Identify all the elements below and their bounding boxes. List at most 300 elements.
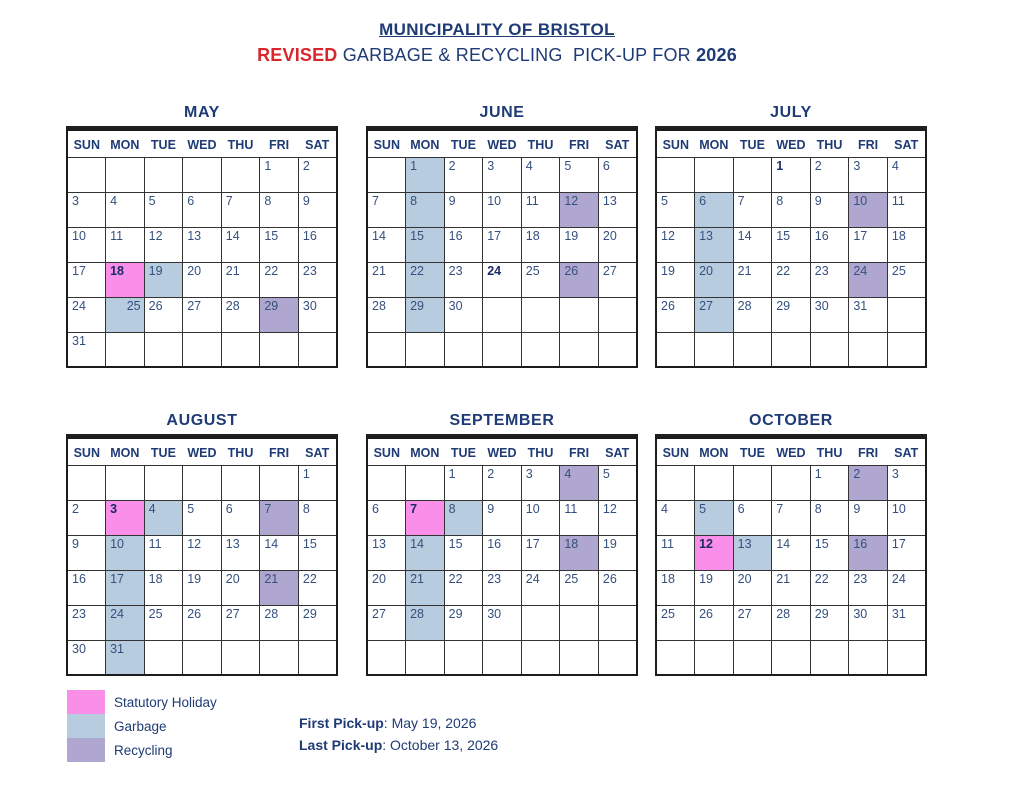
weekday-header-row [656, 130, 926, 157]
day-cell: 14 [260, 535, 299, 570]
day-cell: 1 [772, 157, 811, 192]
day-cell: 26 [183, 605, 222, 640]
weekday-header-tue: TUE [733, 438, 772, 465]
week-row [656, 297, 926, 332]
day-cell: 4 [521, 157, 560, 192]
garbage-day-cell: 27 [695, 297, 734, 332]
day-cell: 7 [367, 192, 406, 227]
day-cell: 10 [67, 227, 106, 262]
calendar-month-may [66, 104, 338, 368]
garbage-day-cell: 10 [106, 535, 145, 570]
day-cell: 3 [849, 157, 888, 192]
empty-day-cell [849, 640, 888, 675]
legend-label: Recycling [114, 742, 173, 758]
empty-day-cell [733, 640, 772, 675]
month-grid [66, 437, 338, 676]
empty-day-cell [183, 465, 222, 500]
day-cell: 2 [483, 465, 522, 500]
day-cell: 25 [560, 570, 599, 605]
legend-row-recycling [67, 738, 217, 762]
empty-day-cell [260, 332, 299, 367]
holiday-day-cell: 12 [695, 535, 734, 570]
day-cell: 22 [444, 570, 483, 605]
day-cell: 2 [67, 500, 106, 535]
week-row [656, 157, 926, 192]
recycling-day-cell: 26 [560, 262, 599, 297]
day-cell: 6 [598, 157, 637, 192]
empty-day-cell [221, 157, 260, 192]
empty-day-cell [144, 332, 183, 367]
day-cell: 28 [367, 297, 406, 332]
day-cell: 26 [144, 297, 183, 332]
weekday-header-row [67, 438, 337, 465]
empty-day-cell [598, 605, 637, 640]
empty-day-cell [772, 465, 811, 500]
week-row [67, 570, 337, 605]
empty-day-cell [221, 465, 260, 500]
calendar-month-september [366, 412, 638, 676]
day-cell: 6 [367, 500, 406, 535]
day-cell: 3 [67, 192, 106, 227]
weekday-header-sat: SAT [887, 438, 926, 465]
holiday-day-cell: 3 [106, 500, 145, 535]
day-cell: 9 [810, 192, 849, 227]
weekday-header-sat: SAT [598, 130, 637, 157]
day-cell: 20 [221, 570, 260, 605]
week-row [67, 535, 337, 570]
week-row [367, 640, 637, 675]
empty-day-cell [298, 332, 337, 367]
day-cell: 27 [598, 262, 637, 297]
day-cell: 8 [772, 192, 811, 227]
day-cell: 19 [695, 570, 734, 605]
garbage-swatch [67, 714, 105, 738]
month-title: JULY [770, 104, 812, 121]
weekday-header-sat: SAT [298, 438, 337, 465]
week-row [656, 192, 926, 227]
document-header [0, 20, 994, 66]
holiday-day-cell: 7 [406, 500, 445, 535]
recycling-day-cell: 21 [260, 570, 299, 605]
day-cell: 22 [772, 262, 811, 297]
day-cell: 11 [521, 192, 560, 227]
weekday-header-thu: THU [810, 438, 849, 465]
day-cell: 11 [144, 535, 183, 570]
empty-day-cell [483, 297, 522, 332]
weekday-header-row [367, 130, 637, 157]
calendar-month-june [366, 104, 638, 368]
garbage-day-cell: 21 [406, 570, 445, 605]
empty-day-cell [367, 157, 406, 192]
garbage-day-cell: 28 [406, 605, 445, 640]
weekday-header-tue: TUE [444, 438, 483, 465]
first-pickup-date: : May 19, 2026 [383, 715, 477, 731]
weekday-header-row [367, 438, 637, 465]
weekday-header-mon: MON [695, 130, 734, 157]
week-row [67, 332, 337, 367]
weekday-header-sat: SAT [887, 130, 926, 157]
week-row [367, 227, 637, 262]
empty-day-cell [887, 332, 926, 367]
day-cell: 11 [656, 535, 695, 570]
garbage-day-cell: 19 [144, 262, 183, 297]
day-cell: 31 [887, 605, 926, 640]
recycling-day-cell: 29 [260, 297, 299, 332]
day-cell: 15 [772, 227, 811, 262]
day-cell: 24 [521, 570, 560, 605]
week-row [656, 605, 926, 640]
garbage-day-cell: 24 [106, 605, 145, 640]
day-cell: 17 [67, 262, 106, 297]
weekday-header-fri: FRI [849, 130, 888, 157]
empty-day-cell [695, 465, 734, 500]
week-row [67, 157, 337, 192]
weekday-header-fri: FRI [260, 438, 299, 465]
garbage-day-cell: 25 [106, 297, 145, 332]
garbage-day-cell: 4 [144, 500, 183, 535]
day-cell: 20 [183, 262, 222, 297]
day-cell: 24 [67, 297, 106, 332]
day-cell: 2 [810, 157, 849, 192]
day-cell: 9 [298, 192, 337, 227]
day-cell: 27 [733, 605, 772, 640]
empty-day-cell [144, 157, 183, 192]
day-cell: 28 [260, 605, 299, 640]
weekday-header-sun: SUN [67, 130, 106, 157]
week-row [367, 535, 637, 570]
week-row [367, 500, 637, 535]
day-cell: 30 [810, 297, 849, 332]
day-cell: 5 [560, 157, 599, 192]
empty-day-cell [367, 640, 406, 675]
day-cell: 14 [221, 227, 260, 262]
day-cell: 13 [183, 227, 222, 262]
recycling-day-cell: 4 [560, 465, 599, 500]
day-cell: 19 [560, 227, 599, 262]
recycling-day-cell: 16 [849, 535, 888, 570]
empty-day-cell [598, 640, 637, 675]
calendar-month-july [655, 104, 927, 368]
day-cell: 23 [483, 570, 522, 605]
recycling-swatch [67, 738, 105, 762]
day-cell: 17 [483, 227, 522, 262]
day-cell: 15 [260, 227, 299, 262]
empty-day-cell [521, 297, 560, 332]
week-row [367, 192, 637, 227]
day-cell: 25 [144, 605, 183, 640]
day-cell: 5 [598, 465, 637, 500]
day-cell: 22 [298, 570, 337, 605]
day-cell: 11 [887, 192, 926, 227]
empty-day-cell [367, 465, 406, 500]
weekday-header-wed: WED [772, 438, 811, 465]
day-cell: 7 [221, 192, 260, 227]
weekday-header-sun: SUN [656, 438, 695, 465]
day-cell: 20 [367, 570, 406, 605]
day-cell: 4 [656, 500, 695, 535]
empty-day-cell [521, 605, 560, 640]
empty-day-cell [695, 332, 734, 367]
day-cell: 9 [483, 500, 522, 535]
legend [67, 690, 217, 762]
weekday-header-wed: WED [772, 130, 811, 157]
day-cell: 25 [521, 262, 560, 297]
empty-day-cell [183, 332, 222, 367]
day-cell: 3 [887, 465, 926, 500]
day-cell: 8 [298, 500, 337, 535]
day-cell: 13 [598, 192, 637, 227]
recycling-day-cell: 18 [560, 535, 599, 570]
day-cell: 8 [810, 500, 849, 535]
day-cell: 1 [444, 465, 483, 500]
empty-day-cell [810, 332, 849, 367]
revised-label: REVISED [257, 45, 338, 65]
day-cell: 11 [106, 227, 145, 262]
weekday-header-sat: SAT [298, 130, 337, 157]
weekday-header-fri: FRI [560, 438, 599, 465]
weekday-header-thu: THU [521, 130, 560, 157]
day-cell: 16 [298, 227, 337, 262]
day-cell: 17 [521, 535, 560, 570]
garbage-day-cell: 6 [695, 192, 734, 227]
weekday-header-wed: WED [183, 438, 222, 465]
garbage-day-cell: 17 [106, 570, 145, 605]
weekday-header-fri: FRI [849, 438, 888, 465]
weekday-header-sun: SUN [367, 130, 406, 157]
weekday-header-wed: WED [483, 438, 522, 465]
day-cell: 16 [810, 227, 849, 262]
week-row [656, 500, 926, 535]
week-row [367, 297, 637, 332]
empty-day-cell [144, 465, 183, 500]
empty-day-cell [849, 332, 888, 367]
week-row [67, 465, 337, 500]
weekday-header-fri: FRI [260, 130, 299, 157]
empty-day-cell [483, 332, 522, 367]
empty-day-cell [521, 332, 560, 367]
day-cell: 28 [221, 297, 260, 332]
first-pickup-note [299, 712, 498, 734]
day-cell: 10 [521, 500, 560, 535]
day-cell: 12 [183, 535, 222, 570]
empty-day-cell [483, 640, 522, 675]
weekday-header-mon: MON [406, 130, 445, 157]
weekday-header-sat: SAT [598, 438, 637, 465]
day-cell: 26 [598, 570, 637, 605]
garbage-day-cell: 8 [444, 500, 483, 535]
day-cell: 6 [221, 500, 260, 535]
week-row [367, 262, 637, 297]
day-cell: 17 [849, 227, 888, 262]
weekday-header-mon: MON [406, 438, 445, 465]
legend-row-garbage [67, 714, 217, 738]
day-cell: 15 [298, 535, 337, 570]
recycling-day-cell: 7 [260, 500, 299, 535]
day-cell: 15 [810, 535, 849, 570]
day-cell: 20 [598, 227, 637, 262]
empty-day-cell [772, 332, 811, 367]
empty-day-cell [298, 640, 337, 675]
day-cell: 7 [772, 500, 811, 535]
calendar-month-october [655, 412, 927, 676]
day-cell: 23 [810, 262, 849, 297]
day-cell: 13 [221, 535, 260, 570]
month-title: AUGUST [166, 412, 238, 429]
week-row [67, 640, 337, 675]
day-cell: 12 [656, 227, 695, 262]
weekday-header-tue: TUE [444, 130, 483, 157]
day-cell: 30 [298, 297, 337, 332]
day-cell: 12 [144, 227, 183, 262]
day-cell: 5 [183, 500, 222, 535]
day-cell: 21 [772, 570, 811, 605]
day-cell: 23 [849, 570, 888, 605]
month-grid [655, 129, 927, 368]
empty-day-cell [772, 640, 811, 675]
day-cell: 21 [367, 262, 406, 297]
garbage-day-cell: 22 [406, 262, 445, 297]
day-cell: 22 [810, 570, 849, 605]
day-cell: 11 [560, 500, 599, 535]
month-title: MAY [184, 104, 220, 121]
day-cell: 23 [298, 262, 337, 297]
day-cell: 2 [444, 157, 483, 192]
day-cell: 28 [733, 297, 772, 332]
week-row [656, 640, 926, 675]
day-cell: 4 [887, 157, 926, 192]
empty-day-cell [695, 640, 734, 675]
day-cell: 24 [483, 262, 522, 297]
day-cell: 20 [733, 570, 772, 605]
empty-day-cell [221, 640, 260, 675]
empty-day-cell [106, 157, 145, 192]
day-cell: 23 [67, 605, 106, 640]
recycling-day-cell: 12 [560, 192, 599, 227]
weekday-header-wed: WED [183, 130, 222, 157]
empty-day-cell [406, 465, 445, 500]
holiday-day-cell: 18 [106, 262, 145, 297]
empty-day-cell [656, 157, 695, 192]
week-row [67, 192, 337, 227]
weekday-header-thu: THU [221, 438, 260, 465]
day-cell: 28 [772, 605, 811, 640]
empty-day-cell [521, 640, 560, 675]
day-cell: 29 [444, 605, 483, 640]
empty-day-cell [444, 640, 483, 675]
day-cell: 29 [810, 605, 849, 640]
empty-day-cell [67, 157, 106, 192]
day-cell: 30 [67, 640, 106, 675]
page-subtitle [0, 45, 994, 66]
day-cell: 27 [183, 297, 222, 332]
week-row [67, 227, 337, 262]
weekday-header-sun: SUN [67, 438, 106, 465]
first-pickup-label: First Pick-up [299, 715, 384, 731]
day-cell: 16 [67, 570, 106, 605]
garbage-day-cell: 5 [695, 500, 734, 535]
day-cell: 9 [444, 192, 483, 227]
day-cell: 12 [598, 500, 637, 535]
day-cell: 24 [887, 570, 926, 605]
last-pickup-label: Last Pick-up [299, 737, 383, 753]
day-cell: 9 [67, 535, 106, 570]
day-cell: 7 [733, 192, 772, 227]
day-cell: 27 [367, 605, 406, 640]
empty-day-cell [406, 332, 445, 367]
empty-day-cell [887, 297, 926, 332]
empty-day-cell [560, 332, 599, 367]
month-title: JUNE [479, 104, 525, 121]
empty-day-cell [656, 332, 695, 367]
empty-day-cell [560, 640, 599, 675]
week-row [656, 535, 926, 570]
day-cell: 6 [183, 192, 222, 227]
week-row [656, 332, 926, 367]
weekday-header-row [656, 438, 926, 465]
day-cell: 26 [695, 605, 734, 640]
empty-day-cell [444, 332, 483, 367]
recycling-day-cell: 2 [849, 465, 888, 500]
day-cell: 18 [656, 570, 695, 605]
day-cell: 21 [221, 262, 260, 297]
weekday-header-tue: TUE [144, 130, 183, 157]
empty-day-cell [887, 640, 926, 675]
garbage-day-cell: 14 [406, 535, 445, 570]
day-cell: 5 [656, 192, 695, 227]
day-cell: 17 [887, 535, 926, 570]
pickup-notes [299, 712, 498, 756]
day-cell: 22 [260, 262, 299, 297]
last-pickup-date: : October 13, 2026 [382, 737, 499, 753]
day-cell: 1 [260, 157, 299, 192]
year-label: 2026 [696, 45, 737, 65]
day-cell: 6 [733, 500, 772, 535]
week-row [67, 297, 337, 332]
day-cell: 15 [444, 535, 483, 570]
month-grid [366, 437, 638, 676]
empty-day-cell [221, 332, 260, 367]
week-row [367, 465, 637, 500]
statutory-holiday-swatch [67, 690, 105, 714]
empty-day-cell [656, 465, 695, 500]
empty-day-cell [560, 605, 599, 640]
empty-day-cell [733, 157, 772, 192]
week-row [367, 605, 637, 640]
weekday-header-sun: SUN [656, 130, 695, 157]
garbage-day-cell: 20 [695, 262, 734, 297]
day-cell: 16 [444, 227, 483, 262]
empty-day-cell [183, 157, 222, 192]
day-cell: 29 [298, 605, 337, 640]
weekday-header-thu: THU [221, 130, 260, 157]
legend-row-statutory-holiday [67, 690, 217, 714]
calendar-month-august [66, 412, 338, 676]
day-cell: 31 [67, 332, 106, 367]
empty-day-cell [656, 640, 695, 675]
month-title: OCTOBER [749, 412, 833, 429]
empty-day-cell [106, 332, 145, 367]
month-grid [366, 129, 638, 368]
empty-day-cell [598, 297, 637, 332]
legend-label: Garbage [114, 718, 167, 734]
garbage-day-cell: 1 [406, 157, 445, 192]
week-row [656, 262, 926, 297]
weekday-header-row [67, 130, 337, 157]
recycling-day-cell: 24 [849, 262, 888, 297]
day-cell: 5 [144, 192, 183, 227]
subtitle-text: GARBAGE & RECYCLING PICK-UP FOR [337, 45, 697, 65]
weekday-header-thu: THU [521, 438, 560, 465]
